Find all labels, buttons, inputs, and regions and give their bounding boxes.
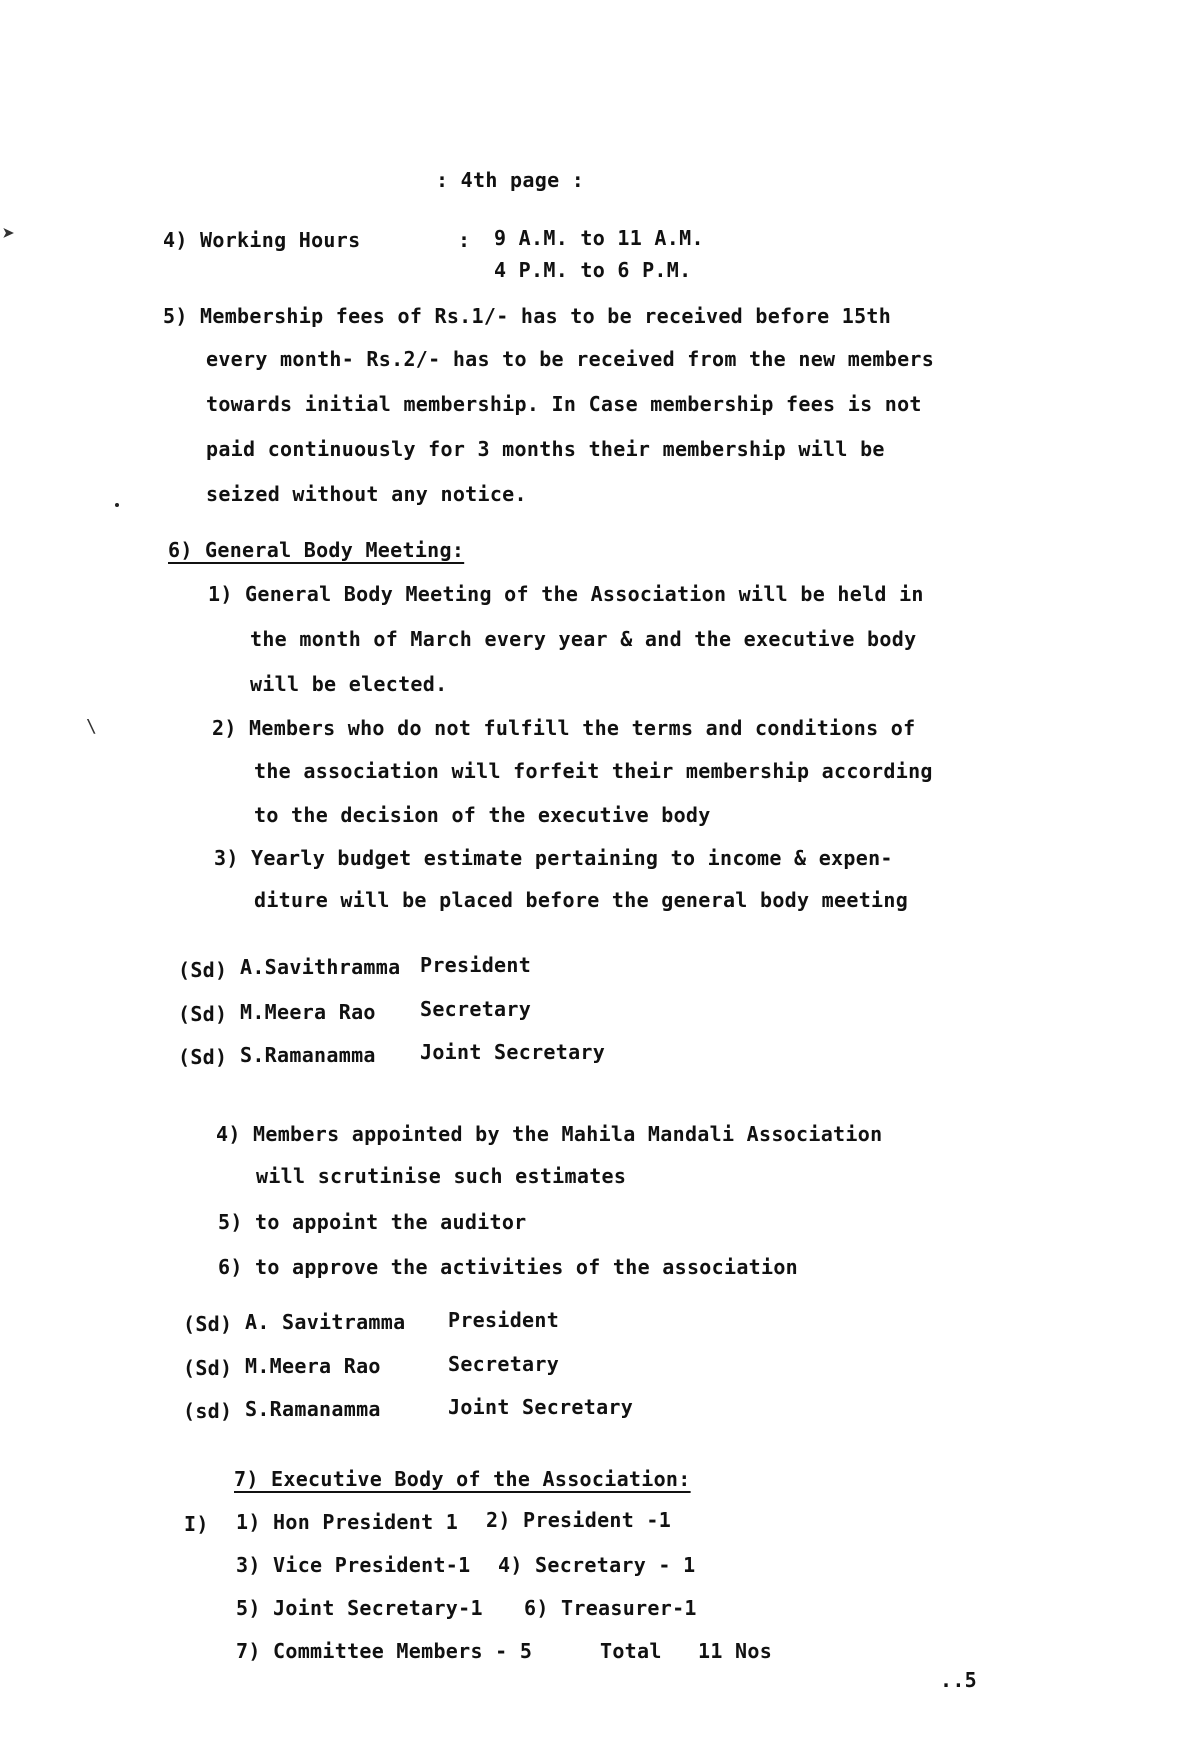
membership-line: every month- Rs.2/- has to be received from the new members [206,347,935,371]
exec-role: 3) Vice President-1 [236,1553,471,1577]
signature-name: S.Ramanamma [240,1043,376,1067]
working-hours-slot2: 4 P.M. to 6 P.M. [494,258,692,282]
signature-role: President [448,1308,560,1332]
gbm-item-line: 4) Members appointed by the Mahila Mandali Association [216,1122,883,1146]
membership-line: 5) Membership fees of Rs.1/- has to be received before 15th [163,304,892,328]
signature-role: Joint Secretary [448,1395,634,1419]
exec-role: 6) Treasurer-1 [524,1596,697,1620]
membership-line: towards initial membership. In Case membership fees is not [206,392,922,416]
signature-role: Secretary [448,1352,560,1376]
exec-role: 7) Committee Members - 5 [236,1639,533,1663]
exec-role: 2) President -1 [486,1508,672,1532]
margin-mark-icon: ➤ [2,222,16,247]
gbm-item-line: 1) General Body Meeting of the Association will be held in [208,582,924,606]
exec-total-value: 11 Nos [698,1639,773,1663]
signature-role: Secretary [420,997,532,1021]
exec-roman: I) [184,1512,209,1536]
signature-name: M.Meera Rao [240,1000,376,1024]
signature-name: A. Savitramma [245,1310,406,1334]
margin-tick-icon: \ [86,716,97,737]
page-label: : 4th page : [436,168,585,192]
gbm-item-line: 3) Yearly budget estimate pertaining to income & expen- [214,846,893,870]
gbm-heading: 6) General Body Meeting: [168,538,465,562]
working-hours-slot1: 9 A.M. to 11 A.M. [494,226,704,250]
exec-role: 5) Joint Secretary-1 [236,1596,483,1620]
signature-sd: (Sd) [178,958,228,982]
signature-sd: (Sd) [178,1045,228,1069]
gbm-item-line: the association will forfeit their membership according [254,759,933,783]
exec-total-label: Total [600,1639,662,1663]
gbm-item-line: 6) to approve the activities of the association [218,1255,799,1279]
signature-name: S.Ramanamma [245,1397,381,1421]
signature-sd: (sd) [183,1399,233,1423]
signature-sd: (Sd) [178,1002,228,1026]
next-page-marker: ..5 [940,1668,978,1692]
gbm-item-line: to the decision of the executive body [254,803,711,827]
membership-line: paid continuously for 3 months their membership will be [206,437,885,461]
gbm-item-line: will be elected. [250,672,448,696]
exec-role: 1) Hon President 1 [236,1510,459,1534]
exec-role: 4) Secretary - 1 [498,1553,696,1577]
gbm-item-line: diture will be placed before the general body meeting [254,888,909,912]
gbm-item-line: will scrutinise such estimates [256,1164,627,1188]
working-hours-sep: : [458,228,471,252]
signature-role: President [420,953,532,977]
exec-heading: 7) Executive Body of the Association: [234,1467,691,1491]
scan-speck [115,503,119,507]
working-hours-label: 4) Working Hours [163,228,361,252]
gbm-item-line: 2) Members who do not fulfill the terms and conditions of [212,716,916,740]
signature-sd: (Sd) [183,1312,233,1336]
signature-name: M.Meera Rao [245,1354,381,1378]
gbm-item-line: the month of March every year & and the executive body [250,627,917,651]
signature-sd: (Sd) [183,1356,233,1380]
signature-role: Joint Secretary [420,1040,606,1064]
gbm-item-line: 5) to appoint the auditor [218,1210,527,1234]
signature-name: A.Savithramma [240,955,401,979]
membership-line: seized without any notice. [206,482,527,506]
